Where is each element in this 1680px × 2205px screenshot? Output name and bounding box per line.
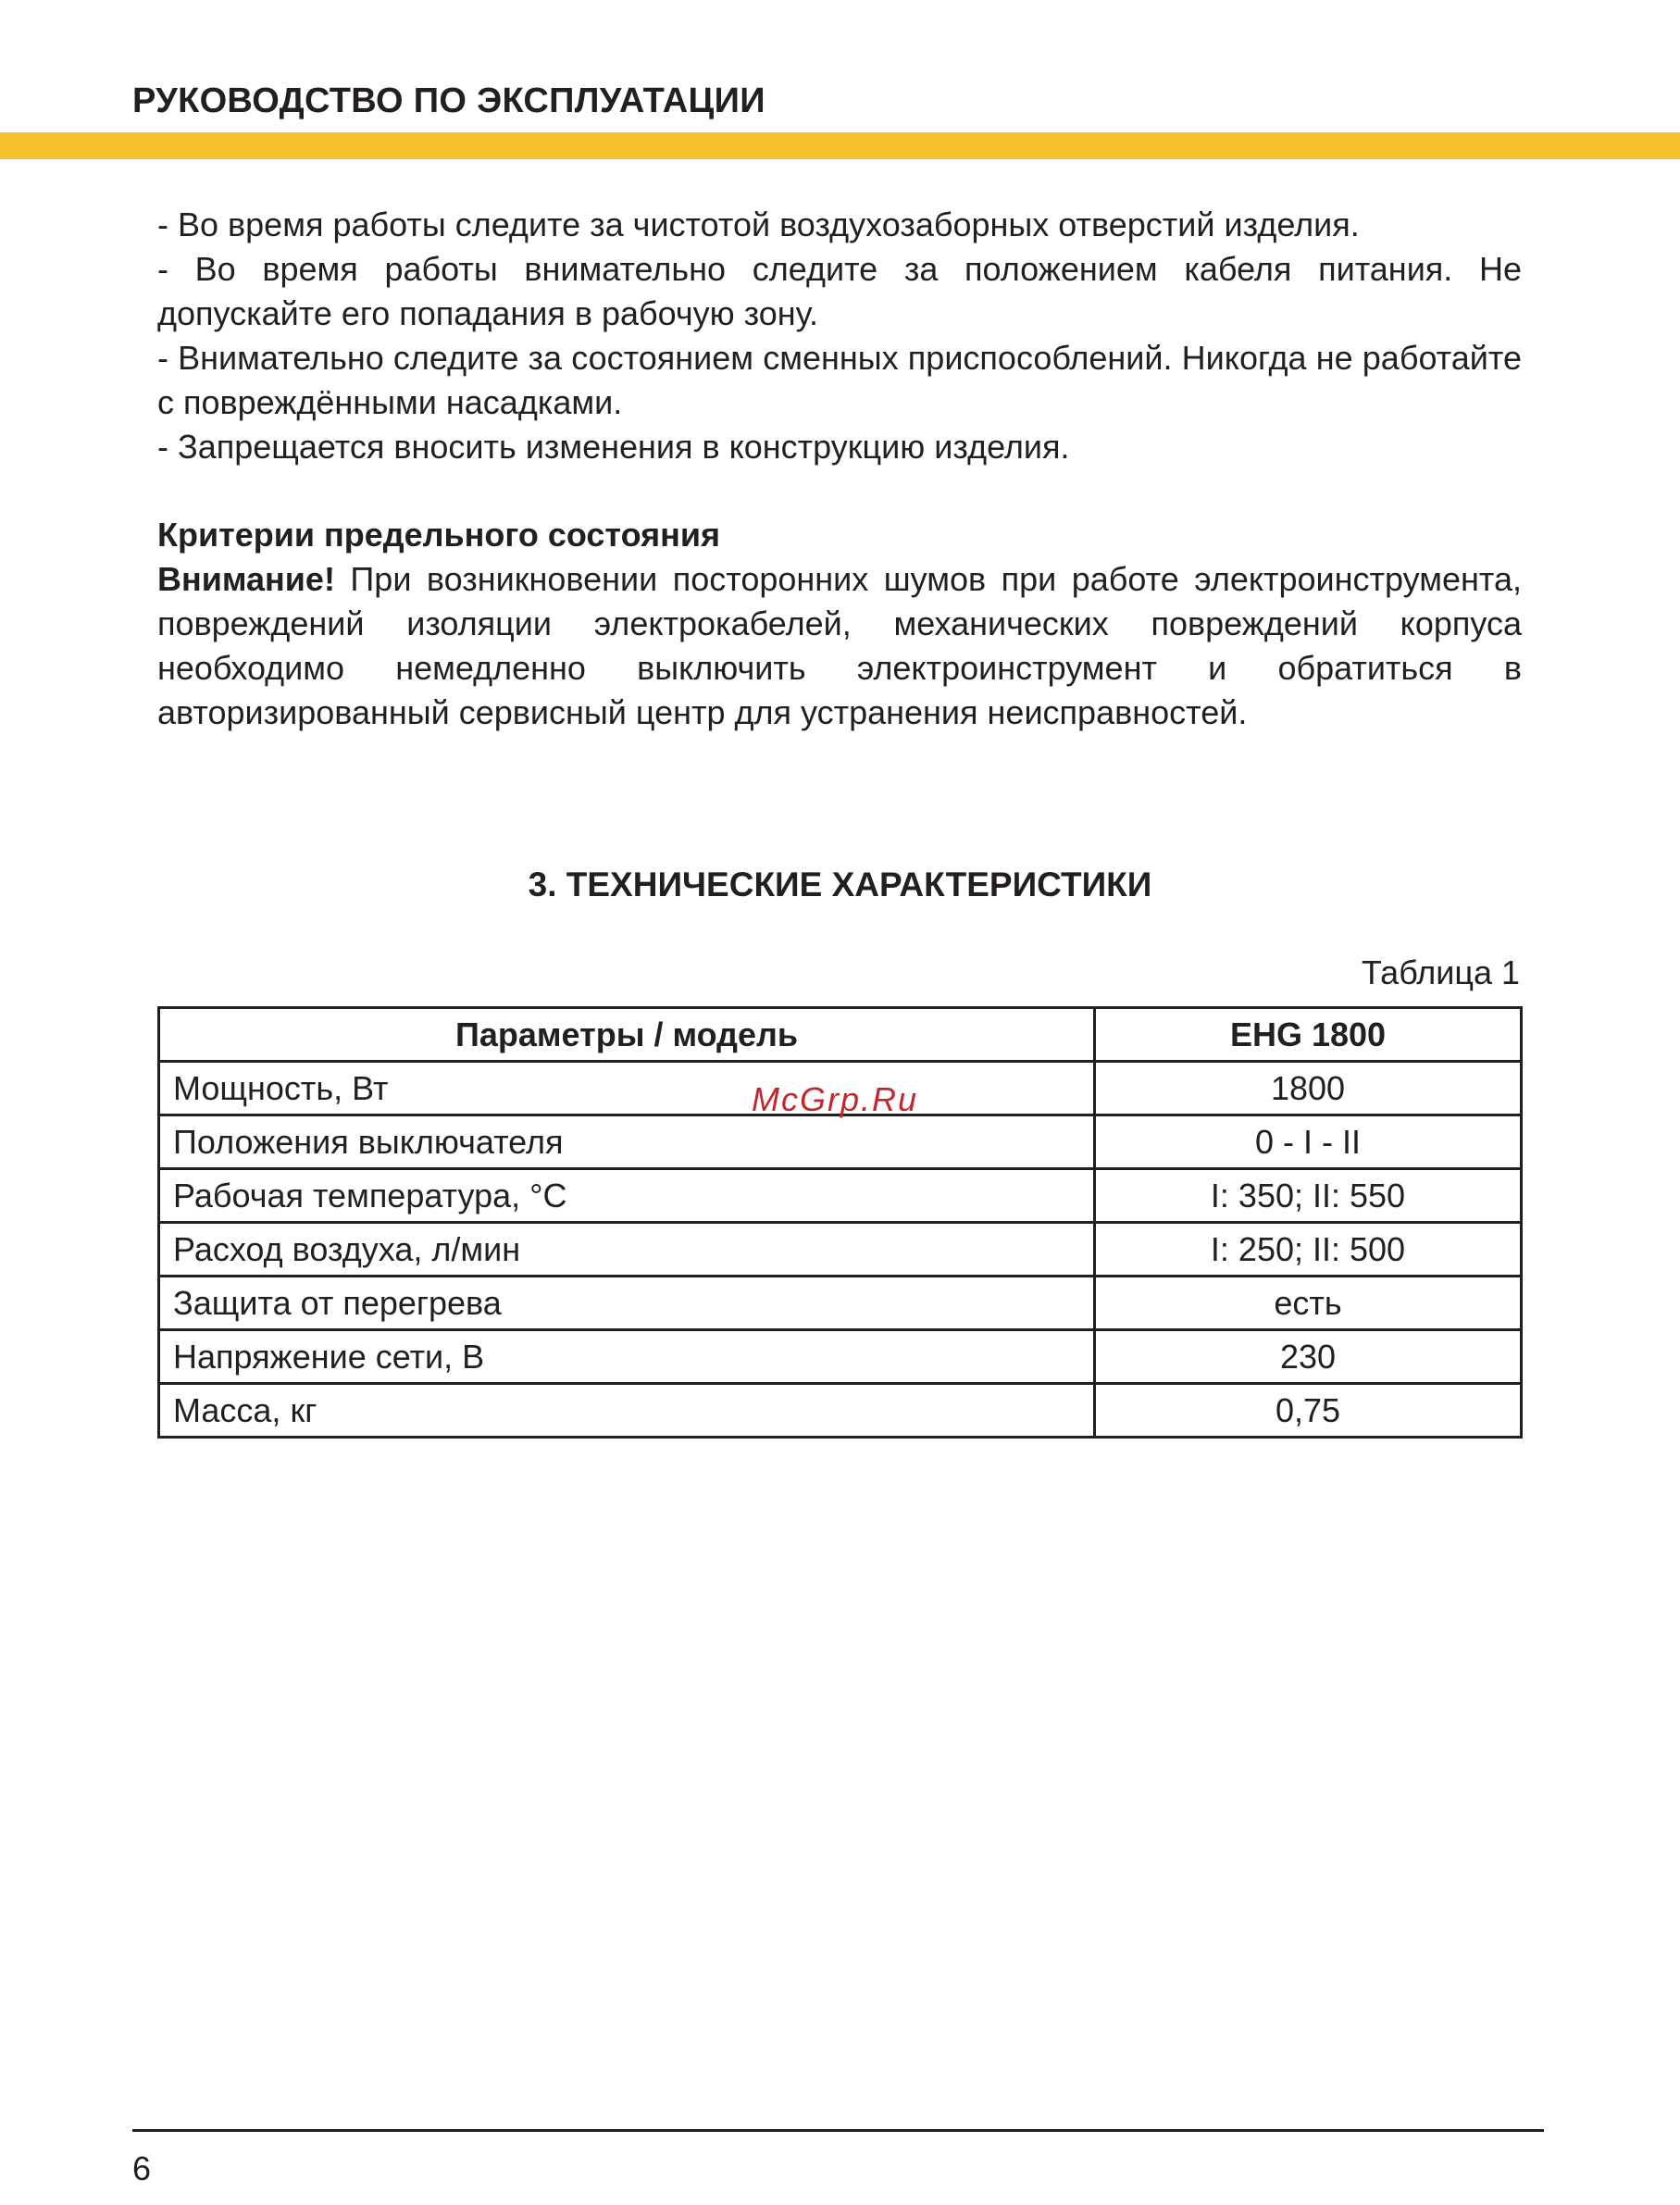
value-cell: 0,75 <box>1095 1384 1522 1438</box>
param-cell: Масса, кг <box>159 1384 1095 1438</box>
value-cell: I: 250; II: 500 <box>1095 1223 1522 1277</box>
value-cell: 230 <box>1095 1330 1522 1384</box>
header-model: EHG 1800 <box>1095 1008 1522 1062</box>
param-cell: Расход воздуха, л/мин <box>159 1223 1095 1277</box>
table-header-row <box>159 1008 1522 1062</box>
table-row <box>159 1115 1522 1169</box>
table-row <box>159 1330 1522 1384</box>
instruction-item: - Запрещается вносить изменения в конструкцию изделия. <box>157 428 1070 466</box>
criteria-block <box>157 513 1522 735</box>
page-number: 6 <box>132 2149 152 2187</box>
page-header-title: РУКОВОДСТВО ПО ЭКСПЛУАТАЦИИ <box>132 81 765 120</box>
header-param: Параметры / модель <box>159 1008 1095 1062</box>
table-row <box>159 1169 1522 1223</box>
param-cell: Защита от перегрева <box>159 1277 1095 1330</box>
instruction-item: - Во время работы следите за чистотой воздухозаборных отверстий изделия. <box>157 206 1360 243</box>
param-cell: Положения выключателя <box>159 1115 1095 1169</box>
footer-divider <box>132 2129 1544 2132</box>
value-cell: I: 350; II: 550 <box>1095 1169 1522 1223</box>
criteria-heading: Критерии предельного состояния <box>157 516 720 554</box>
table-row <box>159 1277 1522 1330</box>
warning-text: При возникновении посторонних шумов при работе электроинструмента, повреждений изоляции электрокабелей, механических повреждений корпуса необходимо немедленно выключить электроинструмент и обратиться в авторизированный сервисный центр для устранения неисправностей. <box>157 560 1522 731</box>
header-accent-bar <box>0 132 1680 159</box>
param-cell: Напряжение сети, В <box>159 1330 1095 1384</box>
instruction-item: - Во время работы внимательно следите за положением кабеля питания. Не допускайте его попадания в рабочую зону. <box>157 250 1522 332</box>
instructions-block <box>157 203 1522 469</box>
table-row <box>159 1384 1522 1438</box>
section-title: 3. ТЕХНИЧЕСКИЕ ХАРАКТЕРИСТИКИ <box>528 866 1152 903</box>
table-row <box>159 1223 1522 1277</box>
value-cell: есть <box>1095 1277 1522 1330</box>
value-cell: 0 - I - II <box>1095 1115 1522 1169</box>
param-cell: Мощность, Вт <box>159 1062 1095 1115</box>
instruction-item: - Внимательно следите за состоянием сменных приспособлений. Никогда не работайте с повреждёнными насадками. <box>157 339 1522 421</box>
warning-label: Внимание! <box>157 560 335 598</box>
param-cell: Рабочая температура, °С <box>159 1169 1095 1223</box>
spec-table <box>157 1006 1523 1439</box>
table-caption: Таблица 1 <box>1361 953 1520 991</box>
criteria-paragraph <box>157 557 1522 735</box>
watermark-text: McGrp.Ru <box>752 1080 919 1118</box>
value-cell: 1800 <box>1095 1062 1522 1115</box>
